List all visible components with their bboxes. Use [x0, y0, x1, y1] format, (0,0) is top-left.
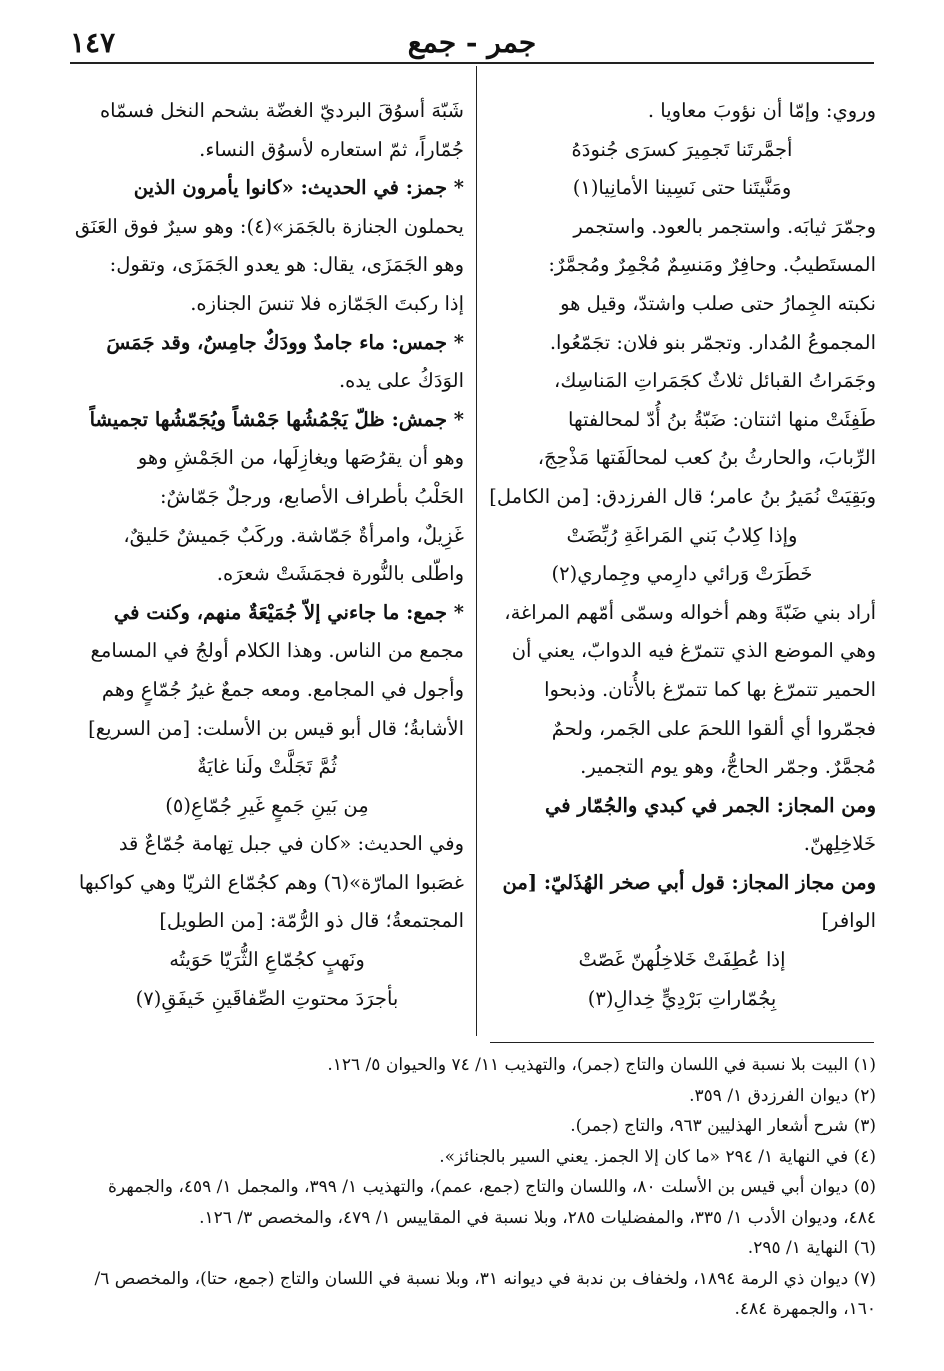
text-line: الرِّبابَ، والحارثُ بنُ كعب لمحالَفَتها مَذْحِجَ،	[537, 446, 876, 470]
text-line: فجمّروا أي ألقوا اللحمَ على الجَمر، ولحمٌ	[551, 716, 876, 740]
text-line: جُمّاراً، ثمّ استعاره لأسوُق النساء.	[199, 137, 464, 161]
text-line: غَزِيلٌ، وامرأةٌ جَمّاشة. وركَبٌ جَميشٌ حَليقٌ،	[123, 523, 464, 547]
verse-line: إذا عُطِفَتْ خَلاخِلُهنّ غَصّتْ	[578, 948, 786, 972]
footnote: ١٦٠، والجمهرة ٤٨٤.	[734, 1299, 876, 1319]
footnote: (٢) ديوان الفرزدق ١/ ٣٥٩.	[689, 1085, 876, 1106]
column-divider	[476, 66, 477, 1036]
footnotes	[70, 1050, 876, 1325]
verse-line: أجمَّرتَنا تَجمِيرَ كسرَى جُنودَهُ	[571, 137, 793, 161]
footnote: ٤٨٤، وديوان الأدب ١/ ٣٣٥، والمفضليات ٢٨٥، وبلا نسبة في المقاييس ١/ ٤٧٩، والمخصص ٣/ ١٢٦.	[199, 1207, 876, 1228]
footnote: (١) البيت بلا نسبة في اللسان والتاج (جمر)، والتهذيب ١١/ ٧٤ والحيوان ٥/ ١٢٦.	[327, 1055, 876, 1075]
text-line: وفي الحديث: «كان في جبل تِهامة جُمّاعٌ قد	[118, 832, 464, 856]
text-line: وهو أن يقرُصَها ويغازِلَها، من الجَمْشِ وهو	[137, 446, 464, 470]
footnote-rule	[490, 1042, 874, 1043]
text-line: مُجمَّرٌ. وجمّر الحاجُّ، وهو يوم التجمير.	[580, 755, 876, 779]
entry-jamas: * جمس: ماء جامدٌ وودَكٌ جامِسٌ، وقد جَمَسَ	[106, 330, 464, 354]
text-line: وأجول في المجامع. ومعه جمعٌ غيرُ جُمّاعٍ وهم	[101, 677, 464, 701]
text-line: يحملون الجنازة بالجَمَز»(٤): وهو سيرٌ فوق العَنَق	[74, 214, 464, 238]
verse-line: مِن بَينِ جَمعٍ غَيرِ جُمّاعِ(٥)	[165, 793, 369, 817]
entry-jama: * جمع: ما جاءني إلاّ جُمَيْعَةٌ منهم، وكنت في	[113, 600, 464, 624]
verse-line: ومَنَّيتَنا حتى نَسِينا الأمانِيا(١)	[572, 176, 792, 200]
text-line: واطّلى بالنُّورة فجمَشَتْ شعرَه.	[216, 562, 464, 586]
text-line: وبَقِيَتْ نُمَيرُ بنُ عامر؛ قال الفرزدق: [من الكامل]	[489, 484, 876, 508]
left-column	[70, 92, 464, 1018]
text-line: خَلاخِلِهنّ.	[803, 832, 876, 856]
text-line: وجمّرَ ثيابَه. واستجمر بالعود. واستجمر	[573, 214, 876, 238]
header-rule	[70, 62, 874, 64]
page-header	[70, 20, 874, 64]
footnote: (٦) النهاية ١/ ٢٩٥.	[747, 1238, 876, 1258]
text-line: الحَلْبُ بأطراف الأصابع، ورجلٌ جَمّاشٌ:	[159, 484, 464, 508]
text-line: وروي: وإمّا أن نؤوبَ معاويا .	[647, 99, 876, 122]
text-line: أراد بني ضَبّةَ وهم أخواله وسمّى أمّهم المراغة،	[504, 600, 876, 624]
right-column	[488, 92, 876, 1018]
page-title: جمر - جمع	[407, 26, 537, 59]
footnote: (٤) في النهاية ١/ ٢٩٤ «ما كان إلا الجمز. يعني السير بالجنائز».	[439, 1146, 876, 1167]
footnote: (٧) ديوان ذي الرمة ١٨٩٤، ولخفاف بن ندبة في ديوانه ٣١، وبلا نسبة في اللسان والتاج (جمع، حتا)، والمخصص ٦/	[94, 1268, 876, 1289]
text-line: مجمع من الناس. وهذا الكلام أولجُ في المسامع	[90, 639, 464, 663]
text-line: المجموعُ المُدار. وتجمّر بنو فلان: تجَمّعُوا.	[549, 330, 876, 354]
text-line: الحمير تتمرّغ بها كما تتمرّغ بالأُتان. وذبحوا	[544, 677, 876, 701]
entry-jamash: * جمش: ظلّ يَجْمُشُها جَمْشاً ويُجَمّشُها تجميشاً	[89, 407, 464, 431]
text-line: وهو الجَمَزَى، يقال: هو يعدو الجَمَزَى، وتقول:	[109, 253, 464, 277]
verse-line: ثُمَّ تَجَلَّتْ ولَنا غايَةٌ	[197, 755, 337, 779]
footnote: (٥) ديوان أبي قيس بن الأسلت ٨٠، واللسان والتاج (جمع، عمم)، والتهذيب ١/ ٣٩٩، والمجمل ١/ ٤٥٩، والجمهرة	[107, 1177, 876, 1197]
text-line: الوَدَكُ على يده.	[338, 369, 464, 393]
text-line: المستَطيبُ. وحافِرٌ ومَنسِمٌ مُجْمِرٌ ومُجمَّرٌ:	[548, 253, 876, 277]
text-line: شَبّهَ أسوُقَ البرديّ الغضّة بشحم النخل فسمّاه	[99, 99, 464, 122]
verse-line: بِجُمّاراتِ بَرْدِيٍّ خِدالِ(٣)	[587, 986, 777, 1010]
verse-line: بأجرَدَ محتوتِ الصِّفاقَينِ خَيفَقِ(٧)	[135, 986, 399, 1010]
text-line: وجَمَراتُ القبائل ثلاثٌ كجَمَراتِ المَناسِك،	[554, 369, 876, 393]
text-line: الأشابةُ؛ قال أبو قيس بن الأسلت: [من السريع]	[88, 716, 464, 740]
text-line: غصَبوا المارّة»(٦) وهم كجُمّاع الثريّا وهي كواكبها	[78, 870, 464, 894]
entry-jamaz: * جمز: في الحديث: «كانوا يأمرون الذين	[133, 176, 464, 200]
page-number: ١٤٧	[70, 26, 116, 59]
text-line: ومن مجاز المجاز: قول أبي صخر الهُذَليّ: [من	[502, 870, 876, 894]
text-line: إذا ركبتَ الجَمّازه فلا تنسَ الجنازه.	[190, 291, 464, 315]
footnote: (٣) شرح أشعار الهذليين ٩٦٣، والتاج (جمر).	[570, 1116, 876, 1136]
text-line: وهي الموضع الذي تتمرّغ فيه الدوابّ، يعني أن	[511, 639, 876, 663]
verse-line: ونَهبٍ كجُمّاعِ الثُّرَيّا حَوَيتُه	[169, 948, 365, 972]
verse-line: وإذا كِلابُ بَني المَراغَةِ رُبِّضَتْ	[566, 523, 798, 547]
text-line: الوافر]	[821, 909, 876, 933]
text-line: ومن المجاز: الجمر في كبدي والجُمّار في	[544, 793, 876, 817]
text-line: نكبته الجِمارُ حتى صلب واشتدّ، وقيل هو	[560, 291, 876, 315]
verse-line: خَطَرَتْ وَرائي دارِمي وجِماري(٢)	[551, 562, 813, 586]
text-line: المجتمعةُ؛ قال ذو الرُّمّة: [من الطويل]	[159, 909, 464, 933]
text-line: طَفِئَتْ منها اثنتان: ضَبّةُ بنُ أُدّ لمحالفتها	[568, 407, 876, 431]
